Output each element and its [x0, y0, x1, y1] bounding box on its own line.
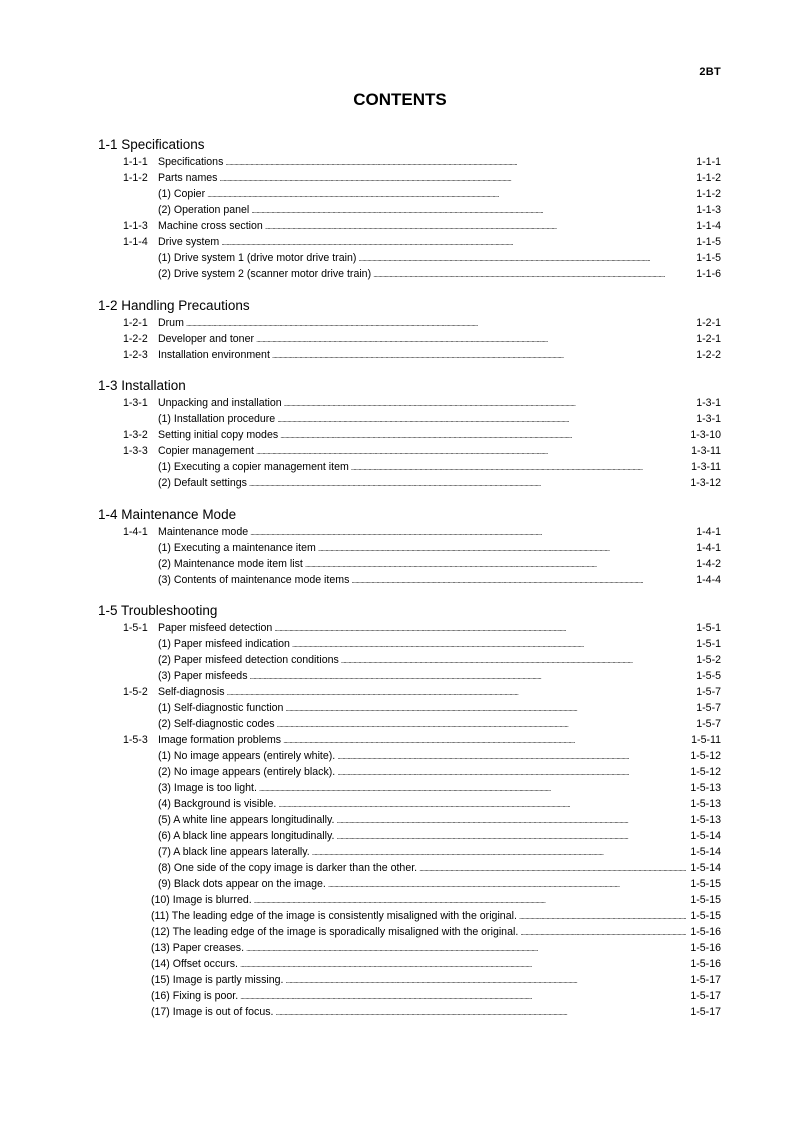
page-number: 1-5-13 [690, 798, 721, 810]
toc-subentry [98, 956, 721, 972]
entry-label: (4) Background is visible. [158, 798, 277, 810]
toc-subentry [98, 924, 721, 940]
dot-leader [219, 170, 692, 187]
toc-subentry [98, 652, 721, 668]
dot-leader [292, 636, 692, 653]
entry-number: 1-3-3 [123, 445, 148, 457]
dot-leader [240, 956, 686, 973]
entry-label: (1) Executing a copier management item [158, 461, 349, 473]
page-number: 1-1-6 [696, 268, 721, 280]
entry-number: 1-5-3 [123, 734, 148, 746]
dot-leader [259, 780, 686, 797]
toc-subentry [98, 266, 721, 282]
toc-subentry [98, 908, 721, 924]
dot-leader [249, 475, 686, 492]
entry-label: Specifications [158, 156, 224, 168]
page-number: 1-5-14 [690, 846, 721, 858]
toc-subentry [98, 459, 721, 475]
entry-label: (2) Self-diagnostic codes [158, 718, 275, 730]
entry-label: (1) Copier [158, 188, 206, 200]
dot-leader [336, 828, 686, 845]
dot-leader [520, 924, 686, 941]
dot-leader [250, 524, 692, 541]
dot-leader [419, 860, 686, 877]
toc-subentry [98, 780, 721, 796]
page-number: 1-5-15 [690, 894, 721, 906]
entry-label: (16) Fixing is poor. [151, 990, 239, 1002]
page-number: 1-5-11 [691, 734, 721, 746]
entry-number: 1-3-1 [123, 397, 148, 409]
page-number: 1-5-12 [690, 766, 721, 778]
dot-leader [246, 940, 686, 957]
entry-label: (2) Operation panel [158, 204, 250, 216]
dot-leader [336, 812, 686, 829]
toc-subentry [98, 572, 721, 588]
section-heading: 1-1 Specifications [98, 137, 205, 152]
page-number: 1-1-2 [696, 172, 721, 184]
model-code: 2BT [699, 66, 721, 78]
page-title: CONTENTS [353, 90, 447, 109]
page-number: 1-5-17 [690, 990, 721, 1002]
entry-label: (5) A white line appears longitudinally. [158, 814, 335, 826]
page-number: 1-3-1 [696, 413, 721, 425]
entry-label: Setting initial copy modes [158, 429, 279, 441]
toc-entry [98, 347, 721, 363]
toc-subentry [98, 940, 721, 956]
page-number: 1-1-4 [696, 220, 721, 232]
toc-subentry [98, 828, 721, 844]
entry-label: Copier management [158, 445, 254, 457]
dot-leader [256, 443, 687, 460]
section-heading: 1-4 Maintenance Mode [98, 506, 237, 522]
entry-number: 1-1-4 [123, 236, 148, 248]
page-number: 1-5-16 [690, 926, 721, 938]
dot-leader [341, 652, 692, 669]
page-number: 1-5-7 [696, 686, 721, 698]
entry-number: 1-5-2 [123, 686, 148, 698]
toc-section [98, 136, 721, 282]
dot-leader [337, 748, 686, 765]
dot-leader [318, 540, 692, 557]
entry-number: 1-5-1 [123, 622, 148, 634]
page-number: 1-5-17 [690, 1006, 721, 1018]
toc-subentry [98, 796, 721, 812]
page-number: 1-5-5 [696, 670, 721, 682]
entry-label: (17) Image is out of focus. [151, 1006, 274, 1018]
page-number: 1-5-14 [690, 862, 721, 874]
entry-label: (1) Installation procedure [158, 413, 276, 425]
section-heading: 1-5 Troubleshooting [98, 603, 218, 618]
dot-leader [358, 250, 692, 267]
dot-leader [285, 700, 692, 717]
table-of-contents [98, 136, 721, 1035]
dot-leader [221, 234, 692, 251]
entry-label: Unpacking and installation [158, 397, 282, 409]
toc-subentry [98, 892, 721, 908]
dot-leader [284, 395, 693, 412]
page-number: 1-1-1 [696, 156, 721, 168]
section-heading: 1-3 Installation [98, 378, 186, 393]
page-number: 1-5-13 [690, 782, 721, 794]
page-number: 1-1-5 [696, 236, 721, 248]
page-number: 1-3-12 [690, 477, 721, 489]
page-number: 1-3-11 [691, 461, 721, 473]
toc-entry [98, 443, 721, 459]
entry-number: 1-1-3 [123, 220, 148, 232]
dot-leader [256, 331, 692, 348]
toc-subentry [98, 972, 721, 988]
entry-label: Maintenance mode [158, 525, 249, 538]
page-number: 1-2-1 [696, 316, 721, 329]
entry-label: (2) Paper misfeed detection conditions [158, 654, 339, 666]
toc-subentry [98, 250, 721, 266]
dot-leader [283, 732, 687, 749]
dot-leader [225, 154, 692, 171]
toc-subentry [98, 1004, 721, 1020]
toc-subentry [98, 636, 721, 652]
entry-number: 1-2-2 [123, 332, 148, 345]
entry-number: 1-3-2 [123, 429, 148, 441]
page-number: 1-1-3 [696, 204, 721, 216]
entry-number: 1-2-1 [123, 316, 148, 329]
page-number: 1-5-1 [696, 622, 721, 634]
page-number: 1-2-2 [696, 348, 721, 361]
dot-leader [519, 908, 686, 925]
entry-label: (13) Paper creases. [151, 942, 245, 954]
toc-subentry [98, 202, 721, 218]
entry-label: (1) No image appears (entirely white). [158, 750, 336, 762]
toc-entry [98, 524, 721, 540]
dot-leader [351, 459, 687, 476]
entry-label: Self-diagnosis [158, 686, 225, 698]
entry-label: (7) A black line appears laterally. [158, 846, 310, 858]
entry-label: (9) Black dots appear on the image. [158, 878, 326, 890]
entry-label: (3) Image is too light. [158, 782, 257, 794]
entry-label: (12) The leading edge of the image is sporadically misaligned with the original. [151, 926, 519, 938]
entry-label: Paper misfeed detection [158, 622, 273, 634]
page-number: 1-3-1 [696, 397, 721, 409]
toc-entry [98, 234, 721, 250]
entry-label: (14) Offset occurs. [151, 958, 238, 970]
dot-leader [251, 202, 692, 219]
page-number: 1-5-17 [690, 974, 721, 986]
toc-subentry [98, 844, 721, 860]
entry-label: (10) Image is blurred. [151, 894, 252, 906]
dot-leader [265, 218, 692, 235]
page-number: 1-5-2 [696, 654, 721, 666]
entry-label: (2) Maintenance mode item list [158, 557, 303, 570]
toc-subentry [98, 556, 721, 572]
toc-entry [98, 154, 721, 170]
section-heading: 1-2 Handling Precautions [98, 297, 250, 313]
entry-label: (2) Drive system 2 (scanner motor drive train) [158, 268, 372, 280]
toc-section [98, 602, 721, 1020]
page-number: 1-4-2 [696, 557, 721, 570]
entry-label: Image formation problems [158, 734, 282, 746]
dot-leader [280, 427, 686, 444]
toc-subentry [98, 475, 721, 491]
toc-section [98, 297, 721, 363]
page-number: 1-2-1 [696, 332, 721, 345]
page-number: 1-4-1 [696, 541, 721, 554]
page-number: 1-1-2 [696, 188, 721, 200]
dot-leader [254, 892, 687, 909]
dot-leader [351, 572, 692, 589]
dot-leader [285, 972, 686, 989]
entry-label: (11) The leading edge of the image is consistently misaligned with the original. [151, 910, 517, 922]
page-number: 1-1-5 [696, 252, 721, 264]
page-number: 1-3-10 [690, 429, 721, 441]
page-number: 1-5-1 [696, 638, 721, 650]
dot-leader [227, 684, 693, 701]
entry-number: 1-2-3 [123, 348, 148, 361]
toc-subentry [98, 716, 721, 732]
page-number: 1-5-7 [696, 718, 721, 730]
toc-subentry [98, 988, 721, 1004]
entry-label: Parts names [158, 172, 218, 184]
entry-label: (1) Paper misfeed indication [158, 638, 290, 650]
toc-entry [98, 732, 721, 748]
page-number: 1-4-4 [696, 573, 721, 586]
entry-label: (2) Default settings [158, 477, 247, 489]
dot-leader [305, 556, 692, 573]
toc-subentry [98, 812, 721, 828]
toc-entry [98, 684, 721, 700]
dot-leader [207, 186, 692, 203]
entry-label: (6) A black line appears longitudinally. [158, 830, 335, 842]
toc-entry [98, 395, 721, 411]
entry-number: 1-1-2 [123, 172, 148, 184]
entry-label: (1) Executing a maintenance item [158, 541, 316, 554]
entry-label: Machine cross section [158, 220, 263, 232]
entry-number: 1-1-1 [123, 156, 148, 168]
entry-label: Drum [158, 316, 184, 329]
page-number: 1-4-1 [696, 525, 721, 538]
entry-label: (1) Self-diagnostic function [158, 702, 284, 714]
toc-entry [98, 427, 721, 443]
page-number: 1-5-7 [696, 702, 721, 714]
entry-number: 1-4-1 [123, 525, 148, 538]
entry-label: Installation environment [158, 348, 270, 361]
entry-label: (2) No image appears (entirely black). [158, 766, 336, 778]
entry-label: Drive system [158, 236, 220, 248]
toc-subentry [98, 668, 721, 684]
page-number: 1-5-12 [690, 750, 721, 762]
dot-leader [275, 1004, 686, 1021]
toc-section [98, 506, 721, 588]
page-number: 1-5-13 [690, 814, 721, 826]
toc-subentry [98, 540, 721, 556]
dot-leader [250, 668, 693, 685]
page-number: 1-5-16 [690, 942, 721, 954]
dot-leader [373, 266, 692, 283]
page-number: 1-3-11 [691, 445, 721, 457]
toc-subentry [98, 764, 721, 780]
entry-label: (3) Contents of maintenance mode items [158, 573, 350, 586]
dot-leader [328, 876, 687, 893]
dot-leader [277, 716, 693, 733]
toc-entry [98, 170, 721, 186]
entry-label: (15) Image is partly missing. [151, 974, 284, 986]
dot-leader [240, 988, 686, 1005]
toc-subentry [98, 748, 721, 764]
dot-leader [186, 315, 692, 332]
toc-section [98, 377, 721, 491]
dot-leader [337, 764, 686, 781]
dot-leader [278, 796, 686, 813]
toc-entry [98, 315, 721, 331]
entry-label: Developer and toner [158, 332, 254, 345]
toc-subentry [98, 411, 721, 427]
page-number: 1-5-16 [690, 958, 721, 970]
page-number: 1-5-14 [690, 830, 721, 842]
entry-label: (8) One side of the copy image is darker than the other. [158, 862, 418, 874]
toc-subentry [98, 876, 721, 892]
dot-leader [277, 411, 692, 428]
dot-leader [272, 347, 692, 364]
toc-subentry [98, 700, 721, 716]
page-number: 1-5-15 [690, 910, 721, 922]
entry-label: (3) Paper misfeeds [158, 670, 248, 682]
toc-entry [98, 331, 721, 347]
entry-label: (1) Drive system 1 (drive motor drive train) [158, 252, 357, 264]
toc-subentry [98, 860, 721, 876]
page-number: 1-5-15 [690, 878, 721, 890]
toc-entry [98, 218, 721, 234]
dot-leader [312, 844, 687, 861]
toc-entry [98, 620, 721, 636]
toc-subentry [98, 186, 721, 202]
dot-leader [274, 620, 692, 637]
